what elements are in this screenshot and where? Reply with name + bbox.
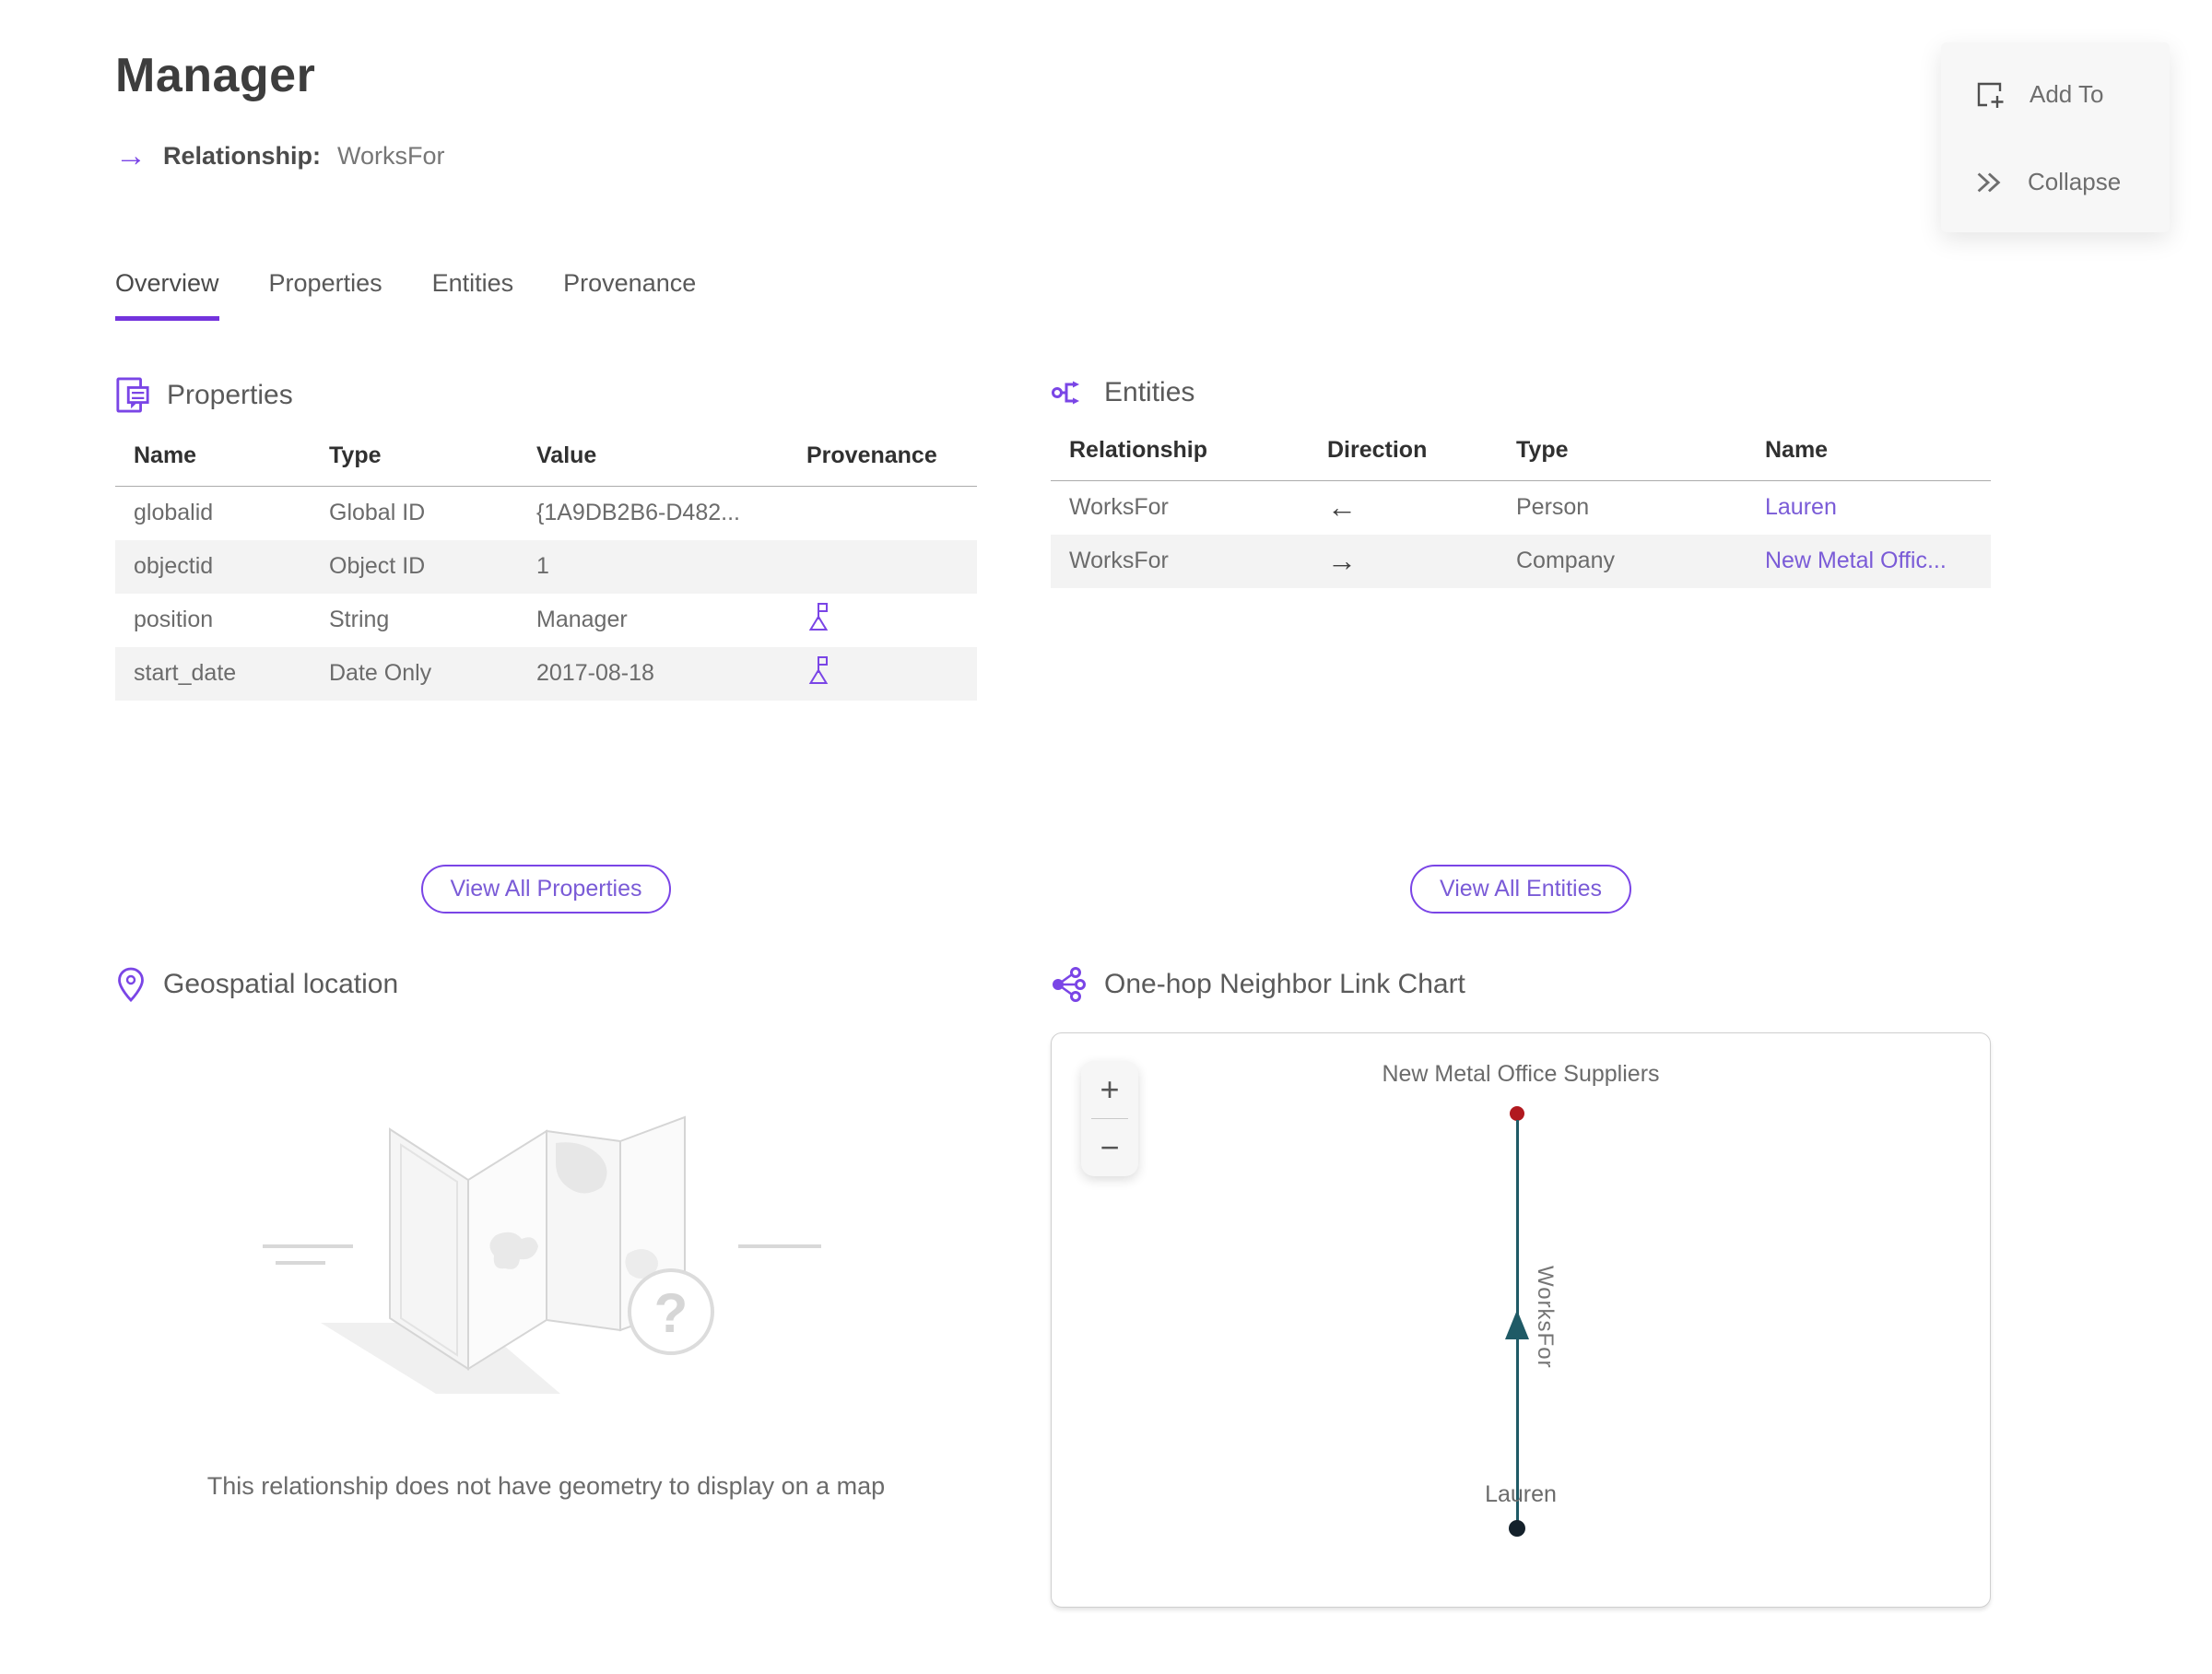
view-all-entities-button[interactable]: View All Entities (1410, 865, 1631, 914)
tab-properties[interactable]: Properties (268, 269, 382, 297)
table-row (115, 540, 977, 594)
tab-provenance[interactable]: Provenance (563, 269, 697, 297)
add-to-label: Add To (2030, 79, 2104, 108)
properties-section (115, 376, 977, 701)
prop-name: objectid (115, 540, 311, 594)
prop-provenance (788, 487, 977, 540)
provenance-flag-icon[interactable] (806, 655, 830, 685)
entities-section-title: Entities (1104, 377, 1195, 407)
chart-node-label-company: New Metal Office Suppliers (1382, 1061, 1660, 1087)
prop-value: 2017-08-18 (518, 647, 788, 701)
prop-provenance (788, 647, 977, 701)
map-pin-icon (115, 966, 147, 1003)
prop-value: {1A9DB2B6-D482... (536, 500, 740, 526)
entity-name-link[interactable]: New Metal Offic... (1765, 548, 1947, 573)
prop-value: 1 (518, 540, 788, 594)
provenance-flag-icon[interactable] (806, 602, 830, 631)
entities-section (1051, 376, 1991, 588)
map-placeholder-illustration (115, 1088, 977, 1406)
link-chart-section (1051, 966, 1991, 1608)
geospatial-section (115, 966, 977, 1501)
page-title: Manager (115, 49, 316, 102)
col-header-type: Type (1498, 437, 1747, 481)
col-header-value: Value (518, 442, 788, 487)
properties-button-row (115, 865, 977, 914)
prop-provenance (788, 594, 977, 647)
prop-provenance (788, 540, 977, 594)
chart-edge-arrowhead-icon (1505, 1310, 1529, 1339)
one-hop-link-chart-icon (1051, 966, 1088, 1003)
entity-name-link[interactable]: Lauren (1765, 494, 1837, 521)
prop-name: start_date (115, 647, 311, 701)
properties-icon (115, 376, 150, 415)
prop-name: position (134, 607, 214, 632)
add-to-icon (1972, 77, 2006, 111)
relationship-label: Relationship: (163, 141, 322, 170)
entity-relationship: WorksFor (1051, 535, 1309, 588)
geospatial-section-title: Geospatial location (163, 969, 399, 999)
view-all-properties-button[interactable]: View All Properties (421, 865, 672, 914)
table-row (1051, 481, 1991, 535)
geospatial-empty-message: This relationship does not have geometry to display on a map (206, 1472, 886, 1500)
table-row (1051, 535, 1991, 588)
chart-edge-label: WorksFor (1533, 1266, 1558, 1369)
col-header-direction: Direction (1309, 437, 1498, 481)
properties-section-title: Properties (167, 380, 293, 410)
prop-type: Date Only (311, 647, 518, 701)
entities-button-row (1051, 865, 1991, 914)
table-row (115, 487, 977, 540)
link-chart-canvas[interactable] (1051, 1032, 1991, 1608)
chart-node-label-person: Lauren (1485, 1481, 1557, 1507)
chart-node-company[interactable] (1510, 1106, 1524, 1121)
collapse-button[interactable] (1941, 159, 2170, 205)
relationship-subtitle (115, 140, 445, 171)
zoom-in-button[interactable]: + (1100, 1070, 1120, 1108)
prop-type: Object ID (311, 540, 518, 594)
properties-table (115, 442, 977, 701)
prop-type: Global ID (329, 500, 426, 526)
entity-relationship: WorksFor (1069, 494, 1169, 521)
col-header-name: Name (115, 442, 311, 487)
direction-arrow-icon: → (1309, 535, 1498, 588)
question-mark-glyph: ? (653, 1282, 688, 1344)
chart-node-person[interactable] (1509, 1520, 1525, 1537)
entities-table (1051, 437, 1991, 588)
relationship-arrow-icon: → (115, 138, 147, 173)
tab-overview[interactable]: Overview (115, 269, 219, 321)
link-chart-section-title: One-hop Neighbor Link Chart (1104, 969, 1465, 999)
entities-icon (1051, 376, 1088, 409)
entity-type: Company (1498, 535, 1747, 588)
tab-bar (115, 269, 696, 321)
floating-actions-panel (1941, 42, 2170, 232)
prop-name: globalid (134, 500, 214, 526)
table-row (115, 594, 977, 647)
col-header-relationship: Relationship (1051, 437, 1309, 481)
col-header-provenance: Provenance (788, 442, 977, 487)
entity-type: Person (1516, 494, 1590, 521)
tab-entities[interactable]: Entities (431, 269, 514, 297)
col-header-type: Type (311, 442, 518, 487)
add-to-button[interactable] (1941, 70, 2170, 118)
direction-arrow-icon: ← (1327, 490, 1357, 525)
col-header-name: Name (1747, 437, 1991, 481)
table-row (115, 647, 977, 701)
prop-value: Manager (536, 607, 628, 632)
zoom-out-button[interactable]: − (1100, 1128, 1120, 1166)
relationship-value: WorksFor (337, 141, 445, 170)
chevrons-right-icon (1972, 166, 2004, 197)
prop-type: String (329, 607, 390, 632)
collapse-label: Collapse (2028, 167, 2122, 195)
